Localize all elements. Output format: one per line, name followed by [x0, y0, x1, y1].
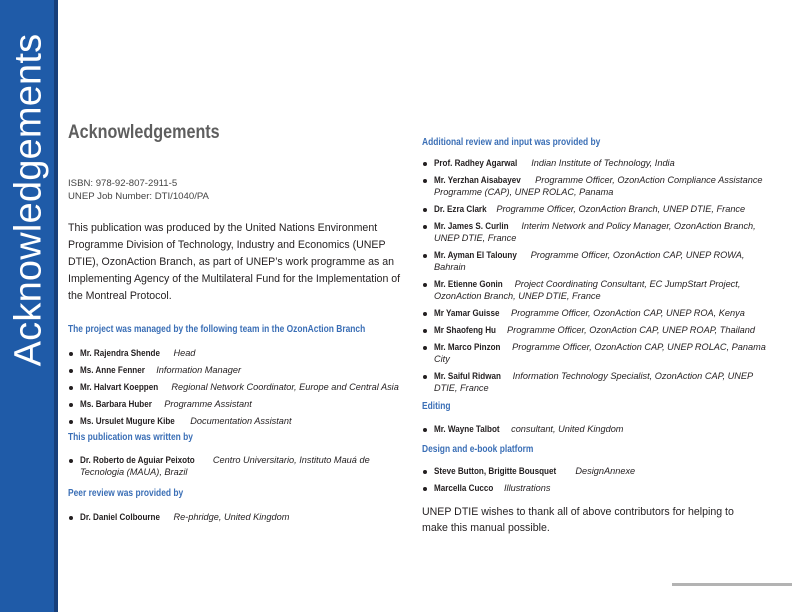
design-heading: Design and e-book platform [422, 444, 534, 455]
contributor-name-text: Mr. James S. Curlin [434, 221, 509, 231]
contributor-role: Information Manager [156, 365, 242, 375]
contributor-role: Centro Universitario, Instituto Mauá de Tecnologia (MAUA), Brazil [80, 455, 370, 477]
contributor-item [68, 381, 413, 393]
contributor-name-text: Prof. Radhey Agarwal [434, 158, 518, 168]
contributor-item [68, 415, 413, 427]
contributor-item [422, 465, 767, 477]
contributor-name [80, 382, 169, 392]
contributor-item [422, 203, 767, 215]
contributor-role: Programme Officer, OzonAction Compliance Assistance Programme (CAP), UNEP ROLAC, Panama [434, 175, 763, 197]
contributor-role: Programme Officer, OzonAction CAP, UNEP ROA, Kenya [510, 308, 745, 318]
contributor-name-text: Dr. Ezra Clark [434, 204, 487, 214]
written-heading: This publication was written by [68, 432, 193, 443]
written-list [68, 454, 398, 483]
contributor-name [80, 512, 171, 522]
contributor-name [434, 342, 510, 352]
contributor-name-text: Mr. Etienne Gonin [434, 279, 503, 289]
sidebar-band [0, 0, 58, 612]
contributor-role: DesignAnnexe [575, 466, 636, 476]
job-number: UNEP Job Number: DTI/1040/PA [68, 191, 209, 202]
peer-heading: Peer review was provided by [68, 488, 184, 499]
contributor-name [434, 424, 509, 434]
closing-paragraph: UNEP DTIE wishes to thank all of above contributors for helping to make this manual possible. [422, 506, 734, 534]
contributor-role: Programme Officer, OzonAction CAP, UNEP ROLAC, Panama City [434, 342, 766, 364]
contributor-item [422, 324, 767, 336]
contributor-name [434, 221, 519, 231]
contributor-name-text: Ms. Anne Fenner [80, 365, 145, 375]
contributor-name-text: Dr. Daniel Colbourne [80, 512, 160, 522]
peer-list [68, 511, 398, 528]
contributor-name-text: Mr Yamar Guisse [434, 308, 500, 318]
contributor-name [434, 250, 528, 260]
contributor-item [422, 249, 767, 273]
intro-paragraph: This publication was produced by the United Nations Environment Programme Division of Technology, Industry and Economics (UNEP DTIE), OzonAction Branch, as part of UNEP’s work programme as an Implementing Agency of the Multilateral Fund for the Implementation of the Montreal Protocol. [68, 222, 401, 302]
contributor-item [68, 511, 398, 523]
contributor-role: Illustrations [503, 483, 551, 493]
contributor-role: Documentation Assistant [190, 416, 292, 426]
additional-list [422, 157, 767, 399]
contributor-name-text: Mr. Yerzhan Aisabayev [434, 175, 521, 185]
contributor-name-text: Ms. Barbara Huber [80, 399, 152, 409]
contributor-item [422, 278, 767, 302]
contributor-name [434, 204, 494, 214]
contributor-name-text: Marcella Cucco [434, 483, 494, 493]
contributor-name [80, 455, 210, 465]
contributor-role: Regional Network Coordinator, Europe and Central Asia [171, 382, 399, 392]
contributor-name-text: Mr. Saiful Ridwan [434, 371, 501, 381]
contributor-name [80, 399, 162, 409]
sidebar-title: Acknowledgements [7, 33, 50, 367]
contributor-item [68, 364, 413, 376]
contributor-name [434, 371, 510, 381]
page-title: Acknowledgements [68, 122, 220, 143]
contributor-item [422, 220, 767, 244]
contributor-role: Project Coordinating Consultant, EC JumpStart Project, OzonAction Branch, UNEP DTIE, France [434, 279, 741, 301]
contributor-name [434, 483, 501, 493]
contributor-name-text: Steve Button, Brigitte Bousquet [434, 466, 557, 476]
managed-heading: The project was managed by the following team in the OzonAction Branch [68, 324, 366, 335]
contributor-item [422, 423, 767, 435]
contributor-name [434, 466, 573, 476]
contributor-role: Information Technology Specialist, OzonAction CAP, UNEP DTIE, France [434, 371, 753, 393]
contributor-name [434, 175, 533, 185]
managed-list [68, 347, 413, 432]
contributor-item [68, 398, 413, 410]
publication-meta [68, 177, 209, 203]
contributor-name [434, 279, 512, 289]
contributor-item [68, 347, 413, 359]
contributor-name-text: Mr. Marco Pinzon [434, 342, 501, 352]
contributor-item [422, 157, 767, 169]
contributor-item [422, 341, 767, 365]
contributor-item [422, 370, 767, 394]
contributor-name-text: Dr. Roberto de Aguiar Peixoto [80, 455, 195, 465]
contributor-role: Programme Officer, OzonAction Branch, UNEP DTIE, France [496, 204, 746, 214]
contributor-name-text: Mr. Halvart Koeppen [80, 382, 159, 392]
contributor-role: Re-phridge, United Kingdom [173, 512, 290, 522]
contributor-item [422, 174, 767, 198]
contributor-name-text: Mr Shaofeng Hu [434, 325, 496, 335]
contributor-name-text: Ms. Ursulet Mugure Kibe [80, 416, 175, 426]
isbn: ISBN: 978-92-807-2911-5 [68, 178, 178, 189]
contributor-role: consultant, United Kingdom [511, 424, 624, 434]
additional-heading: Additional review and input was provided by [422, 137, 601, 148]
contributor-name [80, 348, 171, 358]
contributor-role: Indian Institute of Technology, India [531, 158, 675, 168]
contributor-name [434, 325, 504, 335]
contributor-role: Programme Officer, OzonAction CAP, UNEP ROWA, Bahrain [434, 250, 745, 272]
contributor-role: Programme Officer, OzonAction CAP, UNEP ROAP, Thailand [507, 325, 755, 335]
footer-rule [672, 583, 792, 586]
contributor-item [68, 454, 398, 478]
contributor-item [422, 482, 767, 494]
contributor-name [80, 365, 154, 375]
contributor-role: Head [173, 348, 196, 358]
editing-list [422, 423, 767, 440]
contributor-name [434, 158, 529, 168]
contributor-role: Interim Network and Policy Manager, OzonAction Branch, UNEP DTIE, France [434, 221, 756, 243]
contributor-name [80, 416, 188, 426]
editing-heading: Editing [422, 401, 451, 412]
contributor-item [422, 307, 767, 319]
contributor-name-text: Mr. Rajendra Shende [80, 348, 160, 358]
contributor-name-text: Mr. Wayne Talbot [434, 424, 500, 434]
contributor-name [434, 308, 508, 318]
contributor-role: Programme Assistant [164, 399, 252, 409]
design-list [422, 465, 767, 499]
contributor-name-text: Mr. Ayman El Talouny [434, 250, 517, 260]
